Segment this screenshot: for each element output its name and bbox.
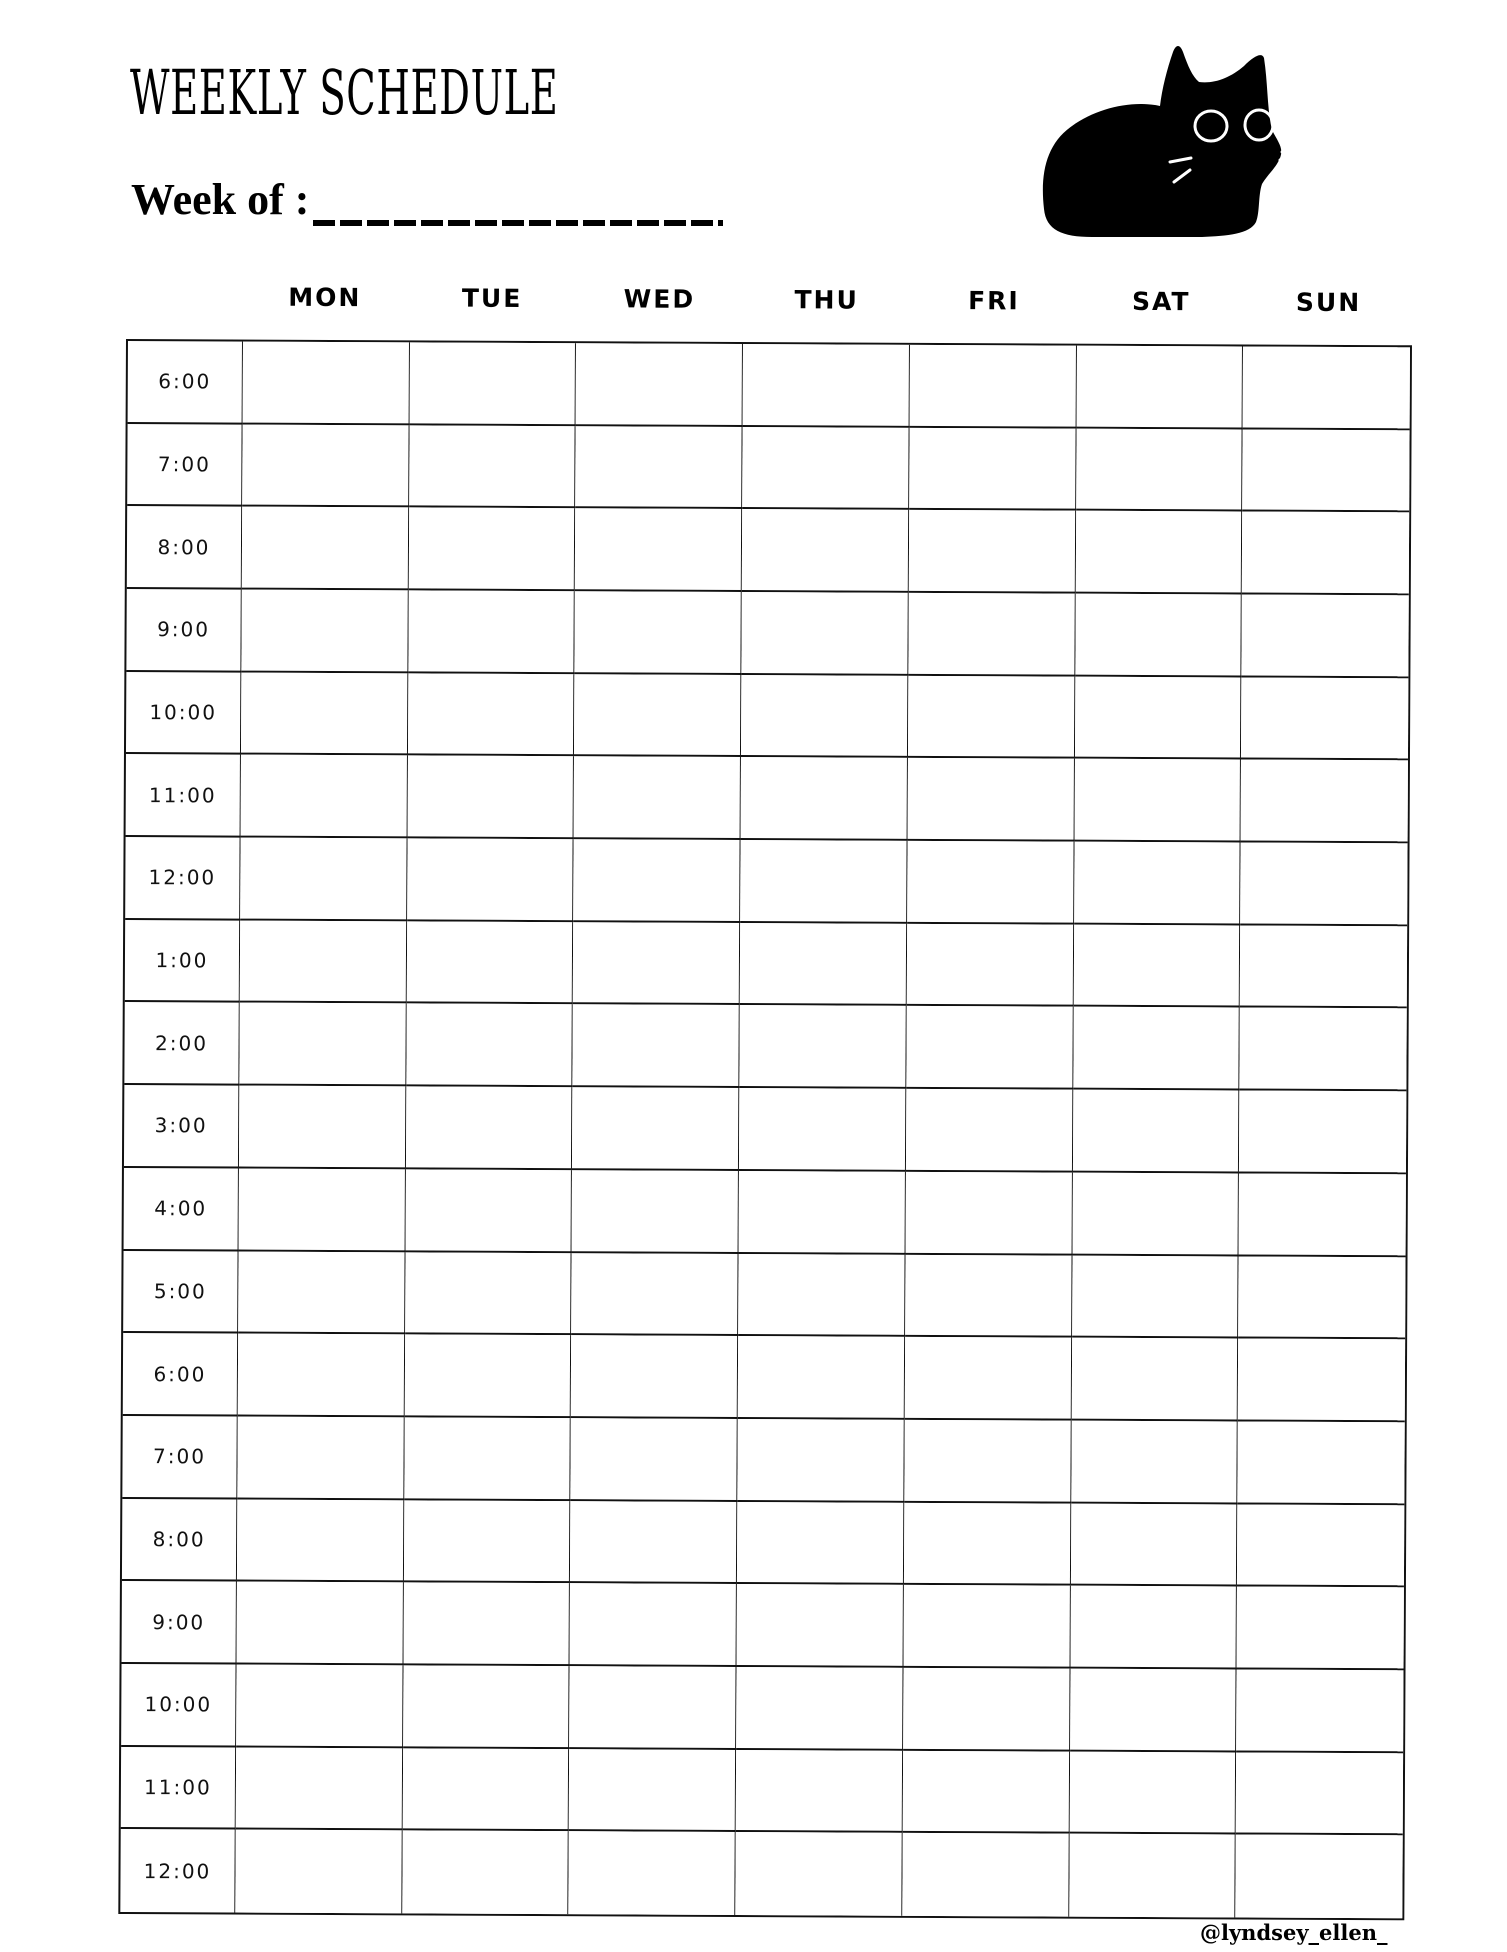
schedule-slot-mon[interactable] (242, 507, 409, 591)
schedule-slot-sun[interactable] (1236, 1835, 1403, 1919)
schedule-slot-sun[interactable] (1237, 1587, 1404, 1671)
schedule-slot-sat[interactable] (1071, 1338, 1238, 1422)
time-label: 11:00 (126, 754, 241, 837)
schedule-slot-thu[interactable] (739, 1088, 906, 1171)
time-label: 7:00 (122, 1416, 237, 1499)
time-label: 6:00 (123, 1333, 238, 1416)
schedule-slot-sun[interactable] (1243, 346, 1410, 429)
schedule-slot-fri[interactable] (908, 676, 1075, 759)
schedule-slot-wed[interactable] (573, 1005, 740, 1089)
schedule-slot-wed[interactable] (575, 591, 742, 675)
schedule-slot-thu[interactable] (742, 427, 909, 511)
schedule-slot-tue[interactable] (404, 1417, 571, 1501)
schedule-slot-tue[interactable] (406, 1004, 573, 1088)
schedule-slot-mon[interactable] (236, 1664, 403, 1748)
schedule-slot-wed[interactable] (571, 1335, 738, 1419)
schedule-slot-wed[interactable] (572, 1253, 739, 1337)
schedule-slot-fri[interactable] (909, 428, 1076, 512)
schedule-slot-mon[interactable] (237, 1582, 404, 1666)
schedule-slot-sat[interactable] (1074, 842, 1241, 926)
schedule-slot-tue[interactable] (406, 1087, 573, 1170)
time-label: 5:00 (123, 1251, 238, 1334)
schedule-slot-sat[interactable] (1070, 1586, 1237, 1670)
schedule-slot-tue[interactable] (408, 673, 575, 756)
schedule-slot-sat[interactable] (1073, 924, 1240, 1008)
schedule-slot-sat[interactable] (1076, 428, 1243, 512)
schedule-slot-sat[interactable] (1070, 1669, 1237, 1753)
week-of-field (131, 175, 723, 224)
schedule-slot-thu[interactable] (737, 1502, 904, 1585)
day-header-mon: MON (288, 282, 362, 313)
schedule-slot-mon[interactable] (237, 1499, 404, 1582)
schedule-slot-fri[interactable] (906, 1089, 1073, 1172)
schedule-slot-sat[interactable] (1071, 1421, 1238, 1505)
day-header-tue: TUE (461, 283, 523, 313)
schedule-slot-wed[interactable] (576, 426, 743, 510)
schedule-slot-mon[interactable] (238, 1334, 405, 1418)
schedule-slot-tue[interactable] (403, 1583, 570, 1667)
schedule-slot-sun[interactable] (1238, 1339, 1405, 1423)
schedule-slot-thu[interactable] (742, 592, 909, 676)
schedule-slot-fri[interactable] (903, 1585, 1070, 1669)
time-label: 9:00 (122, 1581, 237, 1664)
schedule-slot-thu[interactable] (739, 1171, 906, 1255)
schedule-slot-fri[interactable] (904, 1420, 1071, 1504)
schedule-slot-thu[interactable] (739, 1005, 906, 1089)
schedule-slot-sat[interactable] (1069, 1834, 1236, 1918)
creator-handle: @lyndsey_ellen_ (1200, 1920, 1388, 1945)
schedule-slot-tue[interactable] (404, 1500, 571, 1583)
schedule-slot-tue[interactable] (408, 590, 575, 674)
schedule-slot-mon[interactable] (240, 920, 407, 1004)
schedule-slot-tue[interactable] (402, 1831, 569, 1915)
schedule-slot-thu[interactable] (735, 1832, 902, 1916)
schedule-slot-tue[interactable] (407, 756, 574, 840)
schedule-slot-thu[interactable] (743, 344, 910, 427)
schedule-slot-mon[interactable] (241, 755, 408, 839)
schedule-slot-sun[interactable] (1236, 1669, 1403, 1753)
day-header-fri: FRI (968, 286, 1020, 316)
time-label: 11:00 (121, 1747, 236, 1830)
time-label: 12:00 (125, 837, 240, 920)
schedule-slot-fri[interactable] (906, 1006, 1073, 1090)
schedule-slot-mon[interactable] (239, 1168, 406, 1252)
schedule-slot-wed[interactable] (574, 757, 741, 841)
schedule-slot-wed[interactable] (570, 1501, 737, 1584)
schedule-slot-mon[interactable] (242, 424, 409, 508)
schedule-table (118, 282, 1412, 1920)
schedule-slot-sun[interactable] (1240, 843, 1407, 927)
schedule-slot-fri[interactable] (905, 1172, 1072, 1256)
schedule-slot-sun[interactable] (1241, 677, 1408, 760)
time-label: 3:00 (124, 1085, 239, 1168)
schedule-slot-sun[interactable] (1242, 595, 1409, 679)
time-label: 12:00 (120, 1829, 235, 1912)
schedule-slot-thu[interactable] (740, 840, 907, 924)
schedule-slot-wed[interactable] (569, 1831, 736, 1915)
day-header-sat: SAT (1131, 286, 1191, 317)
schedule-slot-fri[interactable] (907, 924, 1074, 1008)
schedule-slot-mon[interactable] (236, 1747, 403, 1831)
schedule-slot-fri[interactable] (903, 1668, 1070, 1752)
schedule-slot-fri[interactable] (909, 345, 1076, 428)
schedule-slot-tue[interactable] (402, 1748, 569, 1832)
day-header-wed: WED (623, 284, 696, 314)
schedule-slot-wed[interactable] (574, 674, 741, 757)
schedule-slot-sun[interactable] (1242, 512, 1409, 596)
schedule-slot-thu[interactable] (741, 757, 908, 841)
schedule-slot-mon[interactable] (241, 590, 408, 674)
schedule-grid (118, 339, 1412, 1920)
time-label: 1:00 (125, 920, 240, 1003)
schedule-slot-tue[interactable] (405, 1252, 572, 1336)
schedule-slot-thu[interactable] (737, 1584, 904, 1668)
schedule-slot-thu[interactable] (742, 509, 909, 593)
schedule-slot-thu[interactable] (738, 1254, 905, 1338)
schedule-slot-wed[interactable] (570, 1666, 737, 1750)
schedule-slot-wed[interactable] (574, 839, 741, 923)
schedule-slot-sun[interactable] (1241, 760, 1408, 844)
time-label: 7:00 (127, 424, 242, 507)
time-label: 10:00 (126, 672, 241, 755)
schedule-slot-tue[interactable] (407, 838, 574, 922)
schedule-slot-mon[interactable] (243, 342, 410, 425)
schedule-slot-sun[interactable] (1237, 1504, 1404, 1587)
schedule-slot-fri[interactable] (909, 510, 1076, 594)
schedule-slot-wed[interactable] (572, 1170, 739, 1254)
schedule-slot-sat[interactable] (1074, 759, 1241, 843)
schedule-slot-tue[interactable] (408, 508, 575, 592)
schedule-slot-sun[interactable] (1240, 1008, 1407, 1092)
day-header-row (241, 282, 1412, 318)
page-title: WEEKLY SCHEDULE (130, 56, 559, 129)
schedule-slot-sun[interactable] (1236, 1752, 1403, 1836)
schedule-slot-sun[interactable] (1242, 429, 1409, 513)
schedule-slot-fri[interactable] (905, 1337, 1072, 1421)
schedule-slot-mon[interactable] (240, 838, 407, 922)
day-header-thu: THU (794, 285, 859, 315)
schedule-slot-sun[interactable] (1240, 925, 1407, 1009)
schedule-slot-fri[interactable] (904, 1502, 1071, 1585)
schedule-slot-sat[interactable] (1072, 1255, 1239, 1339)
schedule-slot-mon[interactable] (239, 1003, 406, 1087)
schedule-slot-wed[interactable] (576, 343, 743, 426)
schedule-slot-sat[interactable] (1072, 1172, 1239, 1256)
schedule-slot-sat[interactable] (1076, 346, 1243, 429)
schedule-slot-mon[interactable] (241, 672, 408, 755)
schedule-slot-sun[interactable] (1239, 1091, 1406, 1174)
schedule-slot-sun[interactable] (1238, 1421, 1405, 1505)
schedule-slot-sat[interactable] (1073, 1090, 1240, 1173)
schedule-slot-sat[interactable] (1070, 1503, 1237, 1586)
schedule-slot-sat[interactable] (1075, 511, 1242, 595)
schedule-slot-tue[interactable] (403, 1665, 570, 1749)
schedule-slot-sat[interactable] (1075, 676, 1242, 759)
schedule-slot-thu[interactable] (737, 1419, 904, 1503)
schedule-slot-mon[interactable] (235, 1830, 402, 1914)
week-of-blank-line[interactable] (313, 186, 723, 226)
schedule-slot-tue[interactable] (405, 1169, 572, 1253)
schedule-slot-fri[interactable] (902, 1833, 1069, 1917)
schedule-slot-wed[interactable] (575, 509, 742, 593)
schedule-slot-tue[interactable] (409, 342, 576, 425)
schedule-slot-mon[interactable] (238, 1251, 405, 1335)
schedule-slot-wed[interactable] (570, 1583, 737, 1667)
schedule-slot-fri[interactable] (903, 1750, 1070, 1834)
time-label: 10:00 (121, 1664, 236, 1747)
time-label: 8:00 (127, 506, 242, 589)
schedule-slot-fri[interactable] (908, 593, 1075, 677)
schedule-slot-thu[interactable] (738, 1336, 905, 1420)
time-label: 2:00 (124, 1002, 239, 1085)
time-label: 9:00 (126, 589, 241, 672)
schedule-slot-tue[interactable] (409, 425, 576, 509)
schedule-slot-mon[interactable] (237, 1416, 404, 1500)
schedule-slot-mon[interactable] (239, 1086, 406, 1169)
schedule-slot-thu[interactable] (741, 675, 908, 758)
black-cat-icon (1022, 34, 1282, 244)
time-label: 8:00 (122, 1499, 237, 1582)
schedule-slot-thu[interactable] (736, 1667, 903, 1751)
schedule-slot-fri[interactable] (907, 758, 1074, 842)
schedule-slot-thu[interactable] (736, 1750, 903, 1834)
schedule-slot-fri[interactable] (905, 1254, 1072, 1338)
schedule-slot-tue[interactable] (406, 921, 573, 1005)
schedule-slot-wed[interactable] (572, 1087, 739, 1170)
schedule-slot-sat[interactable] (1073, 1007, 1240, 1091)
schedule-slot-sat[interactable] (1069, 1751, 1236, 1835)
schedule-slot-wed[interactable] (571, 1418, 738, 1502)
day-header-sun: SUN (1295, 287, 1362, 318)
schedule-slot-sat[interactable] (1075, 594, 1242, 678)
time-label: 6:00 (128, 341, 243, 424)
schedule-slot-wed[interactable] (573, 922, 740, 1006)
week-of-label: Week of : (131, 175, 310, 224)
schedule-slot-fri[interactable] (907, 841, 1074, 925)
time-label: 4:00 (124, 1168, 239, 1251)
schedule-slot-sun[interactable] (1238, 1256, 1405, 1340)
schedule-slot-wed[interactable] (569, 1749, 736, 1833)
schedule-slot-sun[interactable] (1239, 1173, 1406, 1257)
schedule-slot-tue[interactable] (404, 1335, 571, 1419)
schedule-slot-thu[interactable] (740, 923, 907, 1007)
